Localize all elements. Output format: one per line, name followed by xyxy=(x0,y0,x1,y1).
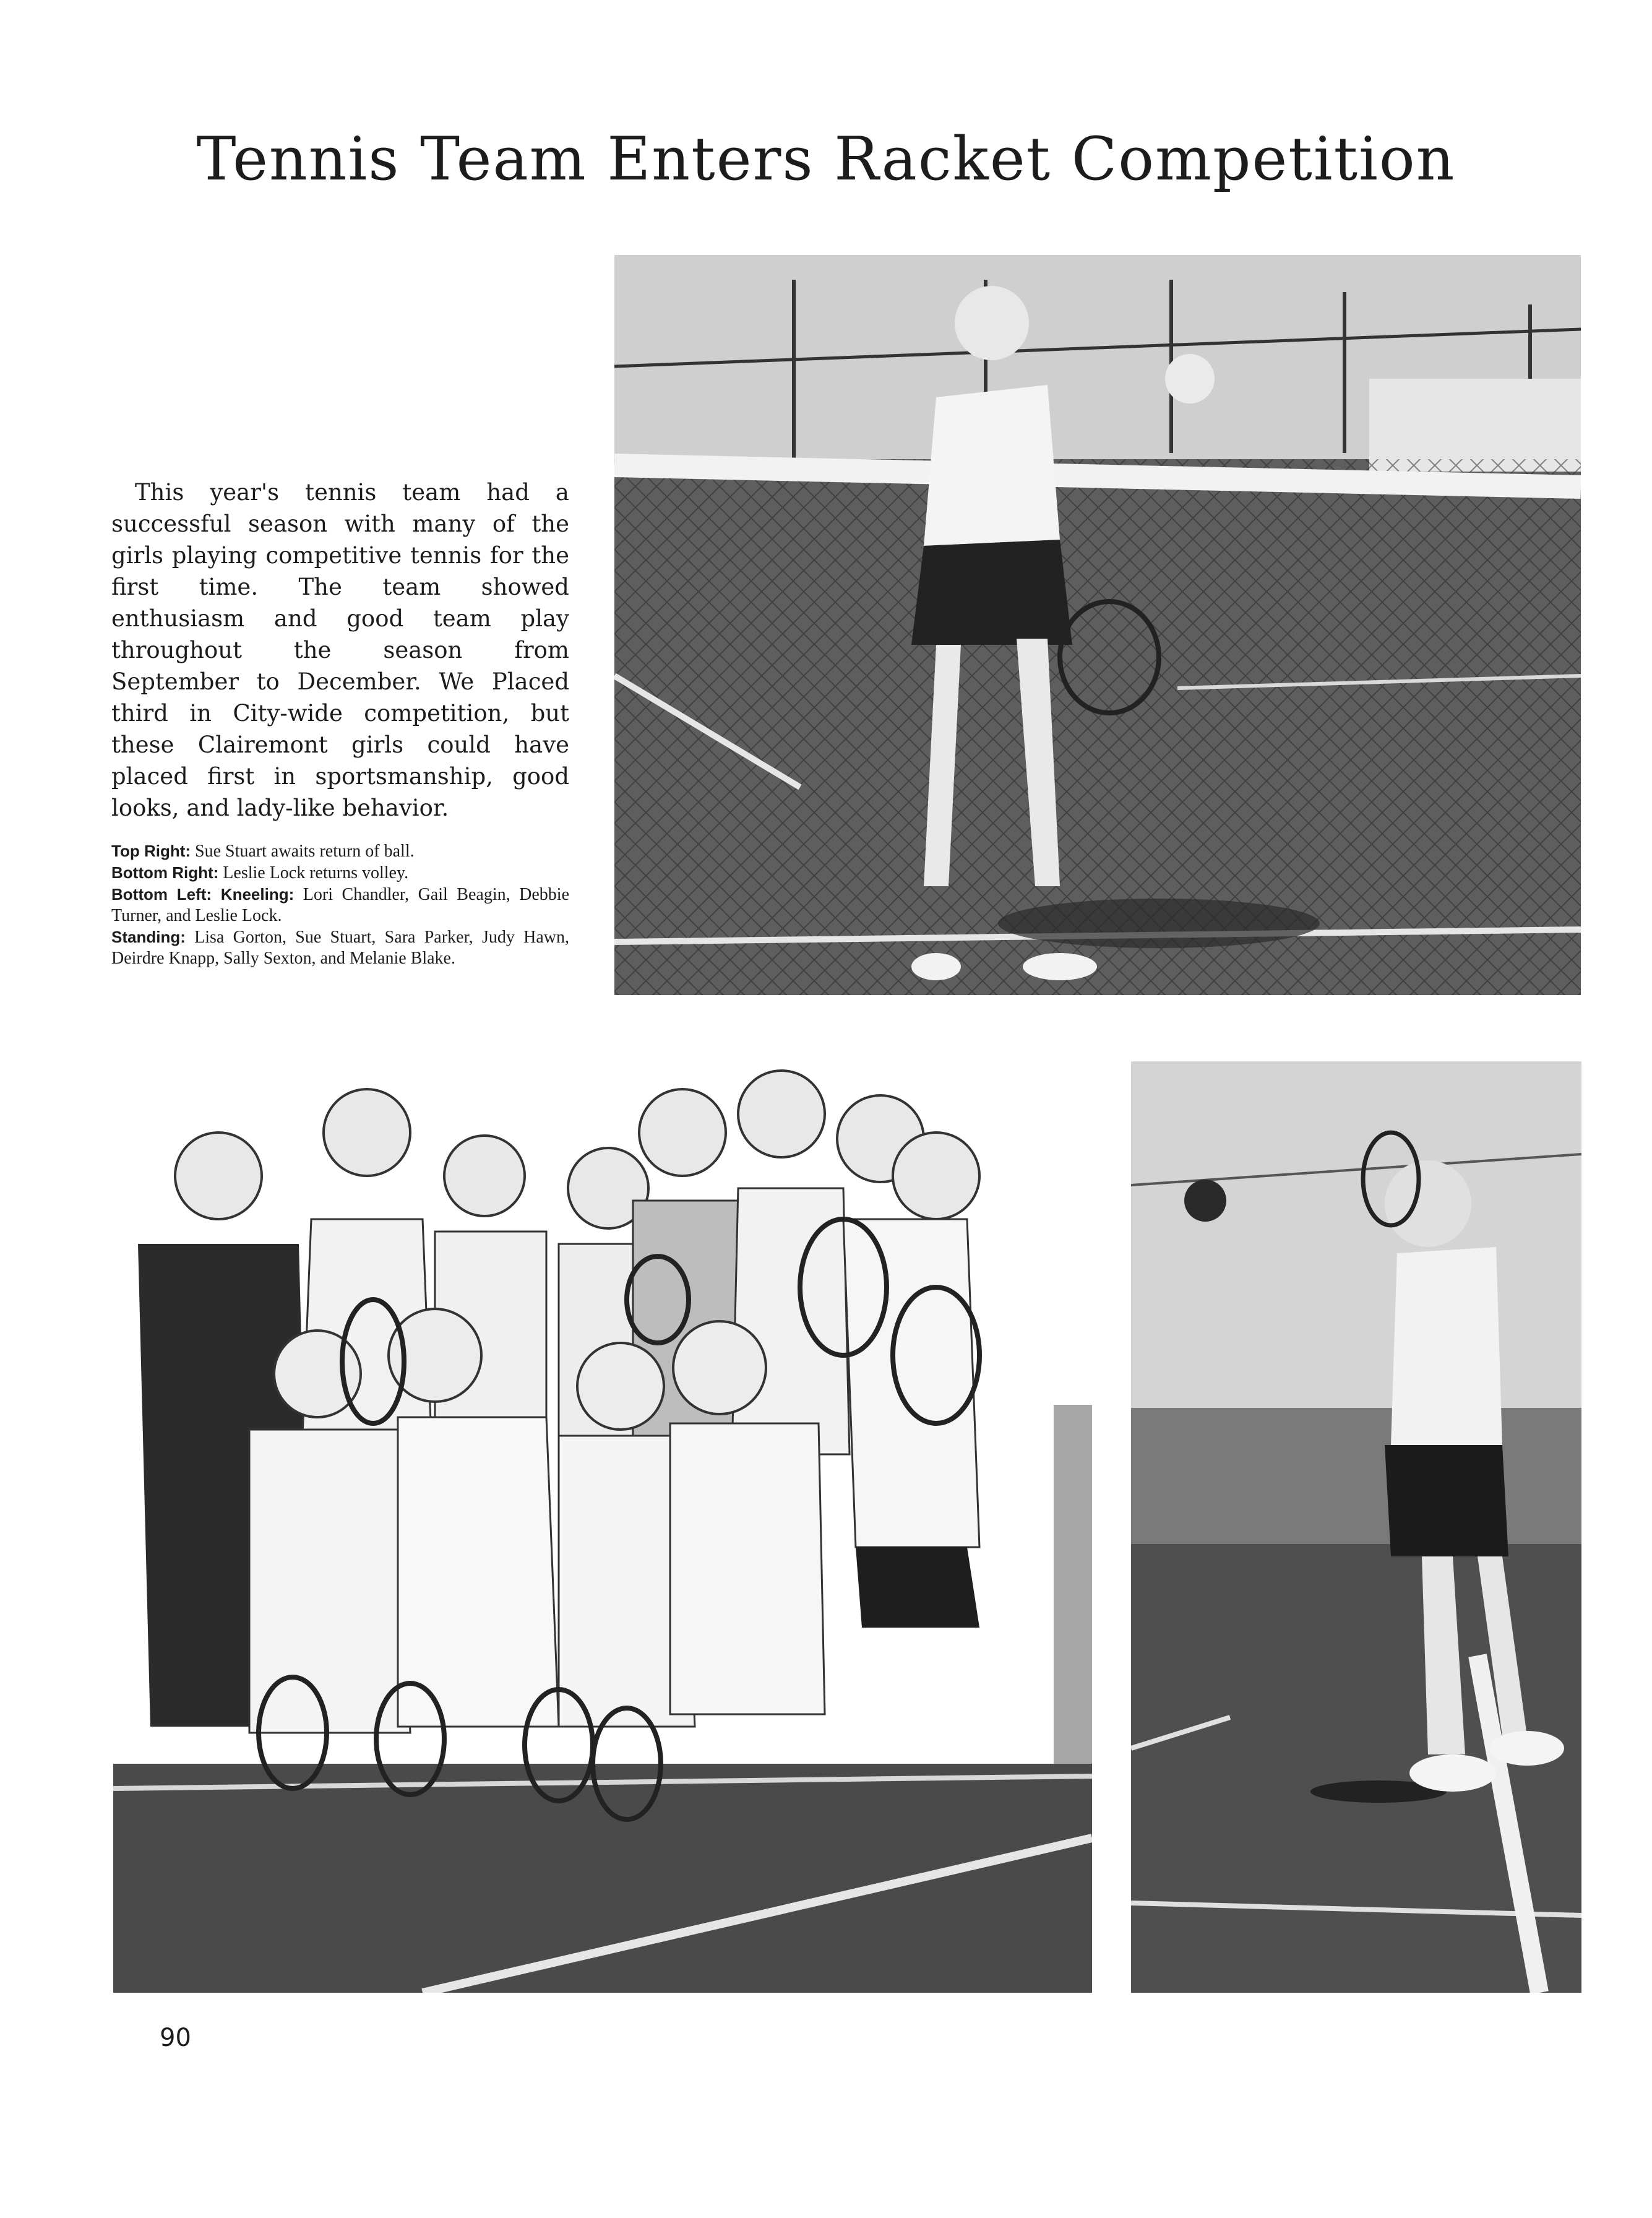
article-body: This year's tennis team had a successful season with many of the girls playing competitive tennis for the first time. The team showed enthusiasm and good team play throughout the season from September to December. We Placed third in City-wide competition, but these Clairemont girls could have placed first in sportsmanship, good looks, and lady-like behavior. xyxy=(111,479,569,821)
caption-label: Bottom Left: Kneeling: xyxy=(111,885,295,904)
page-title: Tennis Team Enters Racket Competition xyxy=(196,124,1456,194)
caption-text: Lisa Gorton, Sue Stuart, Sara Parker, Judy Hawn, Deirdre Knapp, Sally Sexton, and Melanie Blake. xyxy=(111,928,569,968)
photo-player-awaiting-ball-image xyxy=(614,255,1581,995)
photo-player-returns-volley-image xyxy=(1131,1061,1581,1993)
caption-label: Top Right: xyxy=(111,842,191,860)
caption-text: Sue Stuart awaits return of ball. xyxy=(191,842,415,861)
photo-player-returns-volley xyxy=(1131,1061,1581,1993)
photo-team-group-image xyxy=(113,1058,1092,1993)
page-number: 90 xyxy=(160,2024,191,2052)
caption-standing xyxy=(111,926,569,969)
caption-label: Standing: xyxy=(111,928,186,946)
caption-text: Lori Chandler, Gail Beagin, Debbie Turner, and Leslie Lock. xyxy=(111,885,569,925)
caption-text: Leslie Lock returns volley. xyxy=(218,863,409,882)
photo-player-awaiting-ball xyxy=(614,255,1581,995)
caption-label: Bottom Right: xyxy=(111,863,219,882)
caption-bottom-left xyxy=(111,884,569,926)
caption-top-right xyxy=(111,840,569,862)
caption-bottom-right xyxy=(111,862,569,884)
photo-team-group xyxy=(113,1058,1092,1993)
photo-captions xyxy=(111,840,569,969)
